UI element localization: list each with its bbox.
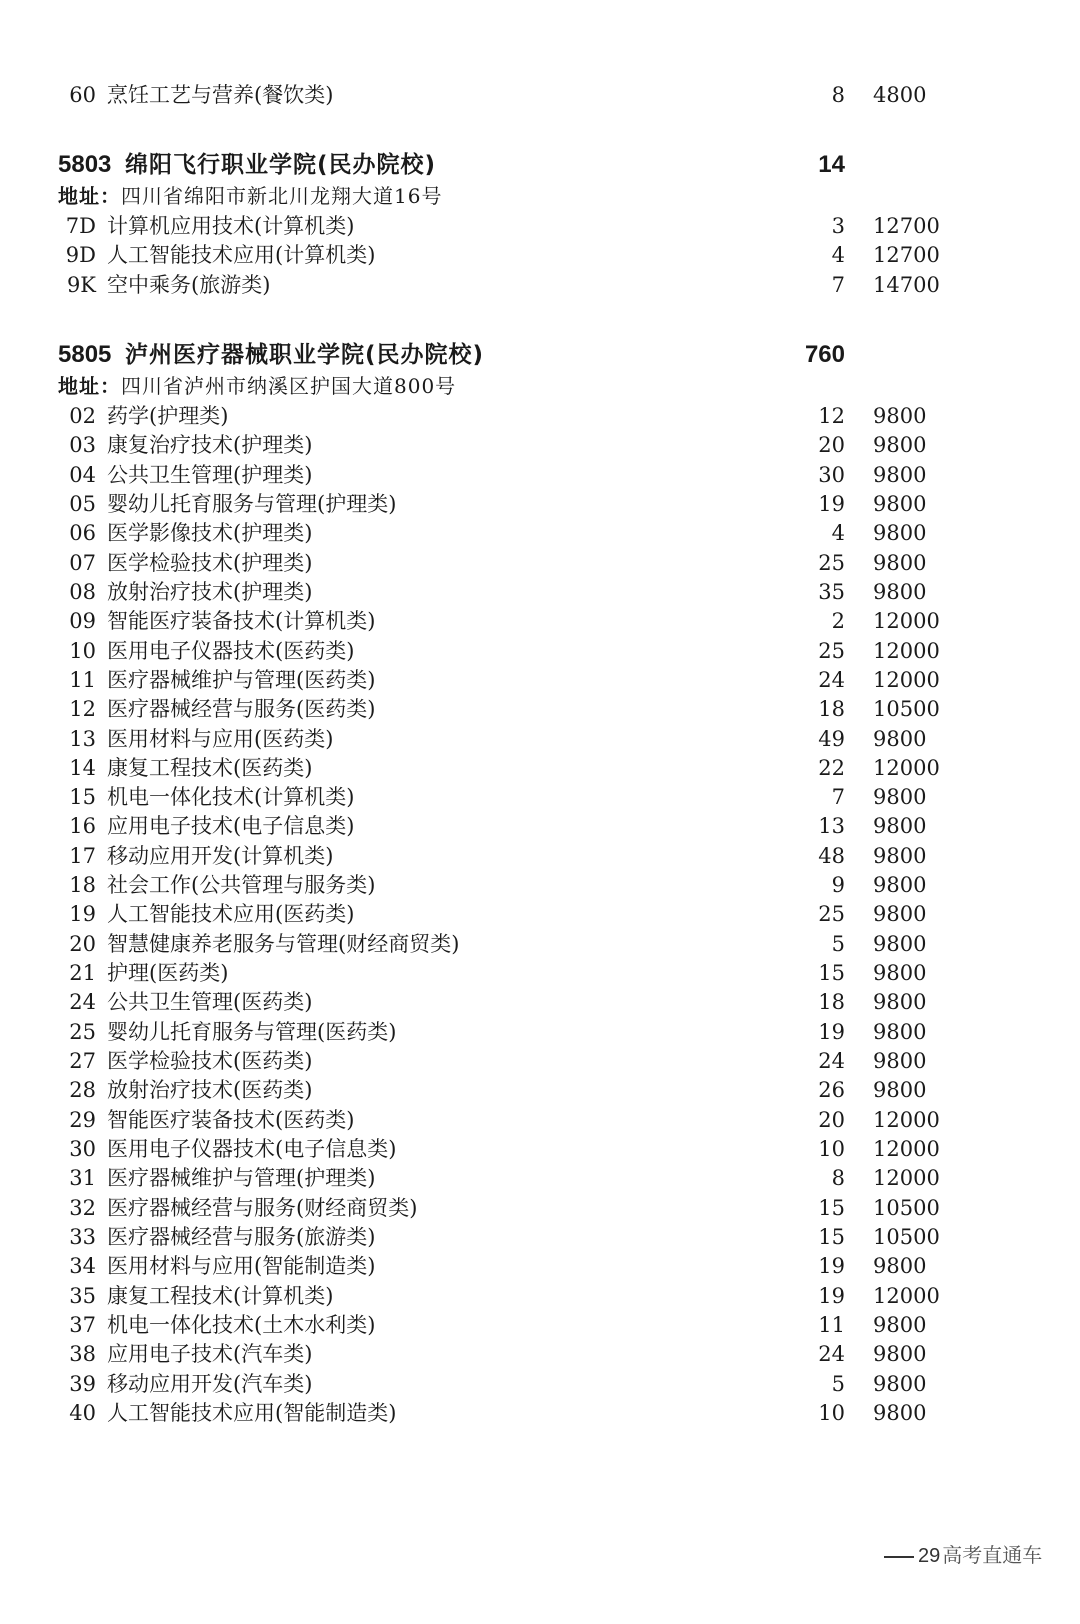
school-total: 14 [818, 151, 845, 178]
program-fee: 12000 [873, 639, 940, 663]
program-code: 17 [69, 844, 96, 868]
program-code: 16 [69, 814, 96, 838]
program-name: 计算机应用技术(计算机类) [107, 214, 355, 238]
program-name: 医学检验技术(护理类) [107, 551, 313, 575]
program-fee: 10500 [873, 1225, 940, 1249]
program-fee: 12000 [873, 668, 940, 692]
program-row [0, 1222, 1080, 1252]
program-name: 医疗器械经营与服务(财经商贸类) [107, 1196, 418, 1220]
program-code: 40 [69, 1401, 96, 1425]
program-code: 35 [69, 1284, 96, 1308]
school-header [0, 337, 1080, 373]
program-count: 15 [818, 961, 845, 985]
program-name: 人工智能技术应用(计算机类) [107, 243, 376, 267]
program-fee: 9800 [873, 521, 927, 545]
program-count: 13 [818, 814, 845, 838]
program-row [0, 1398, 1080, 1428]
program-code: 38 [69, 1342, 96, 1366]
program-name: 医疗器械维护与管理(医药类) [107, 668, 376, 692]
program-name: 医疗器械经营与服务(旅游类) [107, 1225, 376, 1249]
program-count: 24 [818, 668, 845, 692]
school-address [58, 371, 456, 401]
program-name: 移动应用开发(计算机类) [107, 844, 334, 868]
program-code: 60 [69, 83, 96, 107]
program-code: 18 [69, 873, 96, 897]
program-count: 24 [818, 1049, 845, 1073]
program-name: 医疗器械经营与服务(医药类) [107, 697, 376, 721]
program-count: 5 [831, 932, 845, 956]
program-count: 15 [818, 1225, 845, 1249]
program-row [0, 211, 1080, 241]
program-count: 30 [818, 463, 845, 487]
page-number: 29 [918, 1545, 941, 1567]
program-fee: 9800 [873, 990, 927, 1014]
watermark-text: 高考直通车 [942, 1543, 1043, 1567]
program-row [0, 841, 1080, 871]
program-code: 30 [69, 1137, 96, 1161]
program-row [0, 401, 1080, 431]
program-fee: 9800 [873, 1372, 927, 1396]
program-name: 康复工程技术(计算机类) [107, 1284, 334, 1308]
program-fee: 10500 [873, 1196, 940, 1220]
program-code: 39 [69, 1372, 96, 1396]
program-code: 13 [69, 727, 96, 751]
program-code: 06 [69, 521, 96, 545]
program-count: 7 [831, 273, 845, 297]
program-code: 15 [69, 785, 96, 809]
program-count: 19 [818, 1020, 845, 1044]
program-count: 48 [818, 844, 845, 868]
program-count: 3 [831, 214, 845, 238]
program-fee: 12000 [873, 1108, 940, 1132]
program-code: 34 [69, 1254, 96, 1278]
program-name: 康复治疗技术(护理类) [107, 433, 313, 457]
program-row [0, 724, 1080, 754]
program-row [0, 270, 1080, 300]
program-name: 应用电子技术(电子信息类) [107, 814, 355, 838]
program-fee: 12000 [873, 1284, 940, 1308]
program-code: 27 [69, 1049, 96, 1073]
program-fee: 14700 [873, 273, 940, 297]
program-fee: 9800 [873, 932, 927, 956]
program-fee: 9800 [873, 1254, 927, 1278]
program-code: 14 [69, 756, 96, 780]
program-code: 19 [69, 902, 96, 926]
school-header [0, 147, 1080, 183]
program-row [0, 1105, 1080, 1135]
program-count: 8 [831, 1166, 845, 1190]
program-row [0, 782, 1080, 812]
program-row [0, 1046, 1080, 1076]
program-row [0, 870, 1080, 900]
program-name: 人工智能技术应用(智能制造类) [107, 1401, 397, 1425]
program-fee: 9800 [873, 1313, 927, 1337]
program-name: 医用电子仪器技术(医药类) [107, 639, 355, 663]
program-fee: 9800 [873, 873, 927, 897]
program-name: 护理(医药类) [107, 961, 229, 985]
program-code: 03 [69, 433, 96, 457]
program-code: 21 [69, 961, 96, 985]
program-code: 33 [69, 1225, 96, 1249]
program-fee: 4800 [873, 83, 927, 107]
program-name: 医疗器械维护与管理(护理类) [107, 1166, 376, 1190]
program-fee: 9800 [873, 463, 927, 487]
program-code: 37 [69, 1313, 96, 1337]
program-count: 18 [818, 697, 845, 721]
program-count: 20 [818, 1108, 845, 1132]
program-name: 机电一体化技术(计算机类) [107, 785, 355, 809]
school-name: 绵阳飞行职业学院(民办院校) [125, 152, 437, 178]
program-row [0, 240, 1080, 270]
program-row [0, 577, 1080, 607]
program-fee: 9800 [873, 404, 927, 428]
program-row [0, 80, 1080, 110]
program-name: 放射治疗技术(医药类) [107, 1078, 313, 1102]
program-row [0, 958, 1080, 988]
address-label: 地址： [58, 184, 121, 208]
program-row [0, 1163, 1080, 1193]
program-row [0, 489, 1080, 519]
program-fee: 12000 [873, 609, 940, 633]
program-code: 08 [69, 580, 96, 604]
program-fee: 12000 [873, 756, 940, 780]
program-row [0, 1134, 1080, 1164]
program-row [0, 430, 1080, 460]
address-label: 地址： [58, 374, 121, 398]
program-fee: 12000 [873, 1137, 940, 1161]
school-code: 5805 [58, 341, 112, 368]
school-total: 760 [804, 341, 845, 368]
page-footer [884, 1540, 1042, 1570]
program-code: 05 [69, 492, 96, 516]
program-name: 机电一体化技术(土木水利类) [107, 1313, 376, 1337]
program-count: 11 [818, 1313, 845, 1337]
program-count: 20 [818, 433, 845, 457]
program-row [0, 518, 1080, 548]
program-fee: 12700 [873, 243, 940, 267]
program-row [0, 548, 1080, 578]
program-row [0, 1017, 1080, 1047]
school-code: 5803 [58, 151, 112, 178]
program-fee: 9800 [873, 1342, 927, 1366]
program-name: 医用电子仪器技术(电子信息类) [107, 1137, 397, 1161]
program-count: 19 [818, 492, 845, 516]
program-count: 19 [818, 1254, 845, 1278]
program-fee: 9800 [873, 580, 927, 604]
program-count: 49 [818, 727, 845, 751]
program-code: 12 [69, 697, 96, 721]
program-row [0, 1251, 1080, 1281]
address-text: 四川省泸州市纳溪区护国大道800号 [121, 374, 457, 398]
program-name: 烹饪工艺与营养(餐饮类) [107, 83, 334, 107]
program-row [0, 1369, 1080, 1399]
program-code: 31 [69, 1166, 96, 1190]
school-name: 泸州医疗器械职业学院(民办院校) [125, 342, 485, 368]
program-name: 婴幼儿托育服务与管理(医药类) [107, 1020, 397, 1044]
program-name: 智慧健康养老服务与管理(财经商贸类) [107, 932, 460, 956]
program-row [0, 811, 1080, 841]
program-code: 7D [65, 214, 96, 238]
program-name: 康复工程技术(医药类) [107, 756, 313, 780]
program-count: 10 [818, 1137, 845, 1161]
program-name: 人工智能技术应用(医药类) [107, 902, 355, 926]
program-count: 9 [831, 873, 845, 897]
program-count: 22 [818, 756, 845, 780]
program-row [0, 1310, 1080, 1340]
program-count: 15 [818, 1196, 845, 1220]
program-name: 智能医疗装备技术(计算机类) [107, 609, 376, 633]
program-row [0, 1339, 1080, 1369]
program-count: 18 [818, 990, 845, 1014]
program-count: 25 [818, 902, 845, 926]
program-fee: 9800 [873, 1078, 927, 1102]
program-row [0, 753, 1080, 783]
program-name: 社会工作(公共管理与服务类) [107, 873, 376, 897]
program-row [0, 636, 1080, 666]
program-count: 25 [818, 639, 845, 663]
program-name: 空中乘务(旅游类) [107, 273, 271, 297]
program-fee: 9800 [873, 844, 927, 868]
program-code: 32 [69, 1196, 96, 1220]
program-count: 7 [831, 785, 845, 809]
program-row [0, 987, 1080, 1017]
program-code: 9D [65, 243, 96, 267]
program-row [0, 899, 1080, 929]
program-fee: 9800 [873, 785, 927, 809]
program-name: 智能医疗装备技术(医药类) [107, 1108, 355, 1132]
program-code: 24 [69, 990, 96, 1014]
program-count: 24 [818, 1342, 845, 1366]
program-code: 07 [69, 551, 96, 575]
program-row [0, 606, 1080, 636]
footer-dash [884, 1556, 914, 1558]
program-fee: 9800 [873, 1049, 927, 1073]
program-name: 医学影像技术(护理类) [107, 521, 313, 545]
program-code: 20 [69, 932, 96, 956]
program-code: 25 [69, 1020, 96, 1044]
program-fee: 9800 [873, 902, 927, 926]
program-row [0, 1075, 1080, 1105]
address-text: 四川省绵阳市新北川龙翔大道16号 [121, 184, 443, 208]
program-fee: 9800 [873, 551, 927, 575]
program-count: 19 [818, 1284, 845, 1308]
program-count: 8 [831, 83, 845, 107]
program-count: 4 [831, 243, 845, 267]
program-fee: 12000 [873, 1166, 940, 1190]
program-name: 公共卫生管理(护理类) [107, 463, 313, 487]
program-count: 12 [818, 404, 845, 428]
program-row [0, 694, 1080, 724]
program-count: 2 [831, 609, 845, 633]
school-address [58, 181, 442, 211]
program-row [0, 929, 1080, 959]
program-code: 28 [69, 1078, 96, 1102]
program-fee: 9800 [873, 433, 927, 457]
program-fee: 9800 [873, 492, 927, 516]
program-count: 4 [831, 521, 845, 545]
program-fee: 9800 [873, 961, 927, 985]
program-name: 放射治疗技术(护理类) [107, 580, 313, 604]
program-row [0, 1281, 1080, 1311]
program-name: 药学(护理类) [107, 404, 229, 428]
program-fee: 10500 [873, 697, 940, 721]
program-code: 04 [69, 463, 96, 487]
program-name: 移动应用开发(汽车类) [107, 1372, 313, 1396]
program-code: 10 [69, 639, 96, 663]
program-fee: 9800 [873, 1020, 927, 1044]
program-fee: 12700 [873, 214, 940, 238]
program-count: 26 [818, 1078, 845, 1102]
program-name: 应用电子技术(汽车类) [107, 1342, 313, 1366]
program-code: 9K [66, 273, 96, 297]
program-count: 10 [818, 1401, 845, 1425]
program-fee: 9800 [873, 727, 927, 751]
program-name: 婴幼儿托育服务与管理(护理类) [107, 492, 397, 516]
program-count: 5 [831, 1372, 845, 1396]
program-row [0, 1193, 1080, 1223]
program-name: 医学检验技术(医药类) [107, 1049, 313, 1073]
program-row [0, 460, 1080, 490]
program-count: 35 [818, 580, 845, 604]
program-row [0, 665, 1080, 695]
program-code: 11 [69, 668, 96, 692]
program-name: 医用材料与应用(智能制造类) [107, 1254, 376, 1278]
program-name: 公共卫生管理(医药类) [107, 990, 313, 1014]
program-code: 29 [69, 1108, 96, 1132]
program-fee: 9800 [873, 1401, 927, 1425]
program-code: 02 [69, 404, 96, 428]
program-name: 医用材料与应用(医药类) [107, 727, 334, 751]
program-fee: 9800 [873, 814, 927, 838]
program-code: 09 [69, 609, 96, 633]
program-count: 25 [818, 551, 845, 575]
